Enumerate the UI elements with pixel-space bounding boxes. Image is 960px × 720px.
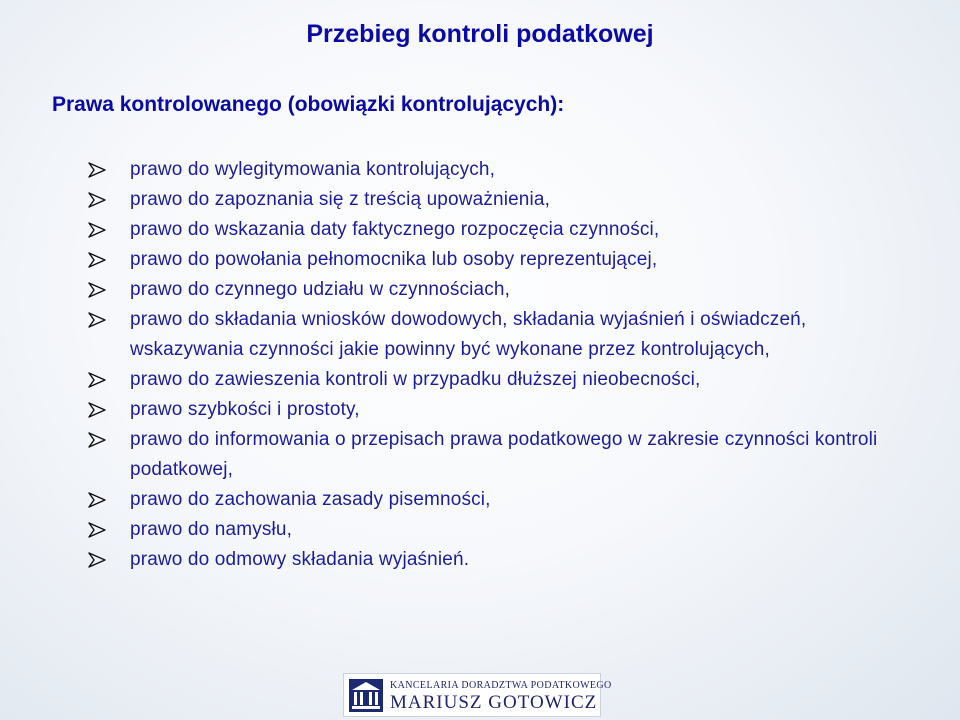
rights-list-item-text: prawo do czynnego udziału w czynnościach, bbox=[130, 279, 511, 300]
rights-list-item bbox=[88, 515, 918, 545]
rights-list-item-text: prawo do zapoznania się z treścią upoważnienia, bbox=[130, 189, 551, 210]
arrowhead-bullet-icon bbox=[88, 432, 106, 448]
building-emblem-icon bbox=[349, 679, 383, 712]
arrowhead-bullet-icon bbox=[88, 552, 106, 568]
slide-title: Przebieg kontroli podatkowej bbox=[306, 20, 654, 48]
rights-list-item bbox=[88, 155, 918, 185]
slide-subtitle: Prawa kontrolowanego (obowiązki kontrolujących): bbox=[52, 93, 565, 116]
arrowhead-bullet-icon bbox=[88, 372, 106, 388]
logo-company-name: MARIUSZ GOTOWICZ bbox=[390, 692, 598, 713]
rights-list-item-text: prawo szybkości i prostoty, bbox=[130, 399, 360, 420]
rights-list bbox=[88, 155, 918, 575]
arrowhead-bullet-icon bbox=[88, 192, 106, 208]
rights-list-item-text: prawo do wylegitymowania kontrolujących, bbox=[130, 159, 496, 180]
arrowhead-bullet-icon bbox=[88, 252, 106, 268]
rights-list-item-text: prawo do wskazania daty faktycznego rozpoczęcia czynności, bbox=[130, 219, 660, 240]
rights-list-item-text: prawo do składania wniosków dowodowych, składania wyjaśnień i oświadczeń, wskazywania czynności jakie powinny być wykonane przez kontrolujących, bbox=[130, 309, 807, 360]
arrowhead-bullet-icon bbox=[88, 492, 106, 508]
arrowhead-bullet-icon bbox=[88, 282, 106, 298]
rights-list-item-text: prawo do odmowy składania wyjaśnień. bbox=[130, 549, 470, 570]
rights-list-item bbox=[88, 485, 918, 515]
rights-list-item-text: prawo do zawieszenia kontroli w przypadku dłuższej nieobecności, bbox=[130, 369, 701, 390]
logo-company-type: KANCELARIA DORADZTWA PODATKOWEGO bbox=[390, 680, 612, 691]
rights-list-item bbox=[88, 365, 918, 395]
rights-list-item-text: prawo do powołania pełnomocnika lub osoby reprezentującej, bbox=[130, 249, 658, 270]
rights-list-item bbox=[88, 305, 918, 365]
arrowhead-bullet-icon bbox=[88, 222, 106, 238]
rights-list-item-text: prawo do namysłu, bbox=[130, 519, 293, 540]
arrowhead-bullet-icon bbox=[88, 402, 106, 418]
rights-list-item bbox=[88, 185, 918, 215]
rights-list-item-text: prawo do informowania o przepisach prawa podatkowego w zakresie czynności kontroli podatkowej, bbox=[130, 429, 878, 480]
arrowhead-bullet-icon bbox=[88, 162, 106, 178]
arrowhead-bullet-icon bbox=[88, 522, 106, 538]
rights-list-item bbox=[88, 245, 918, 275]
company-logo bbox=[343, 673, 612, 717]
rights-list-item bbox=[88, 545, 918, 575]
rights-list-item bbox=[88, 425, 918, 485]
rights-list-item-text: prawo do zachowania zasady pisemności, bbox=[130, 489, 491, 510]
rights-list-item bbox=[88, 275, 918, 305]
arrowhead-bullet-icon bbox=[88, 312, 106, 328]
rights-list-item bbox=[88, 395, 918, 425]
rights-list-item bbox=[88, 215, 918, 245]
